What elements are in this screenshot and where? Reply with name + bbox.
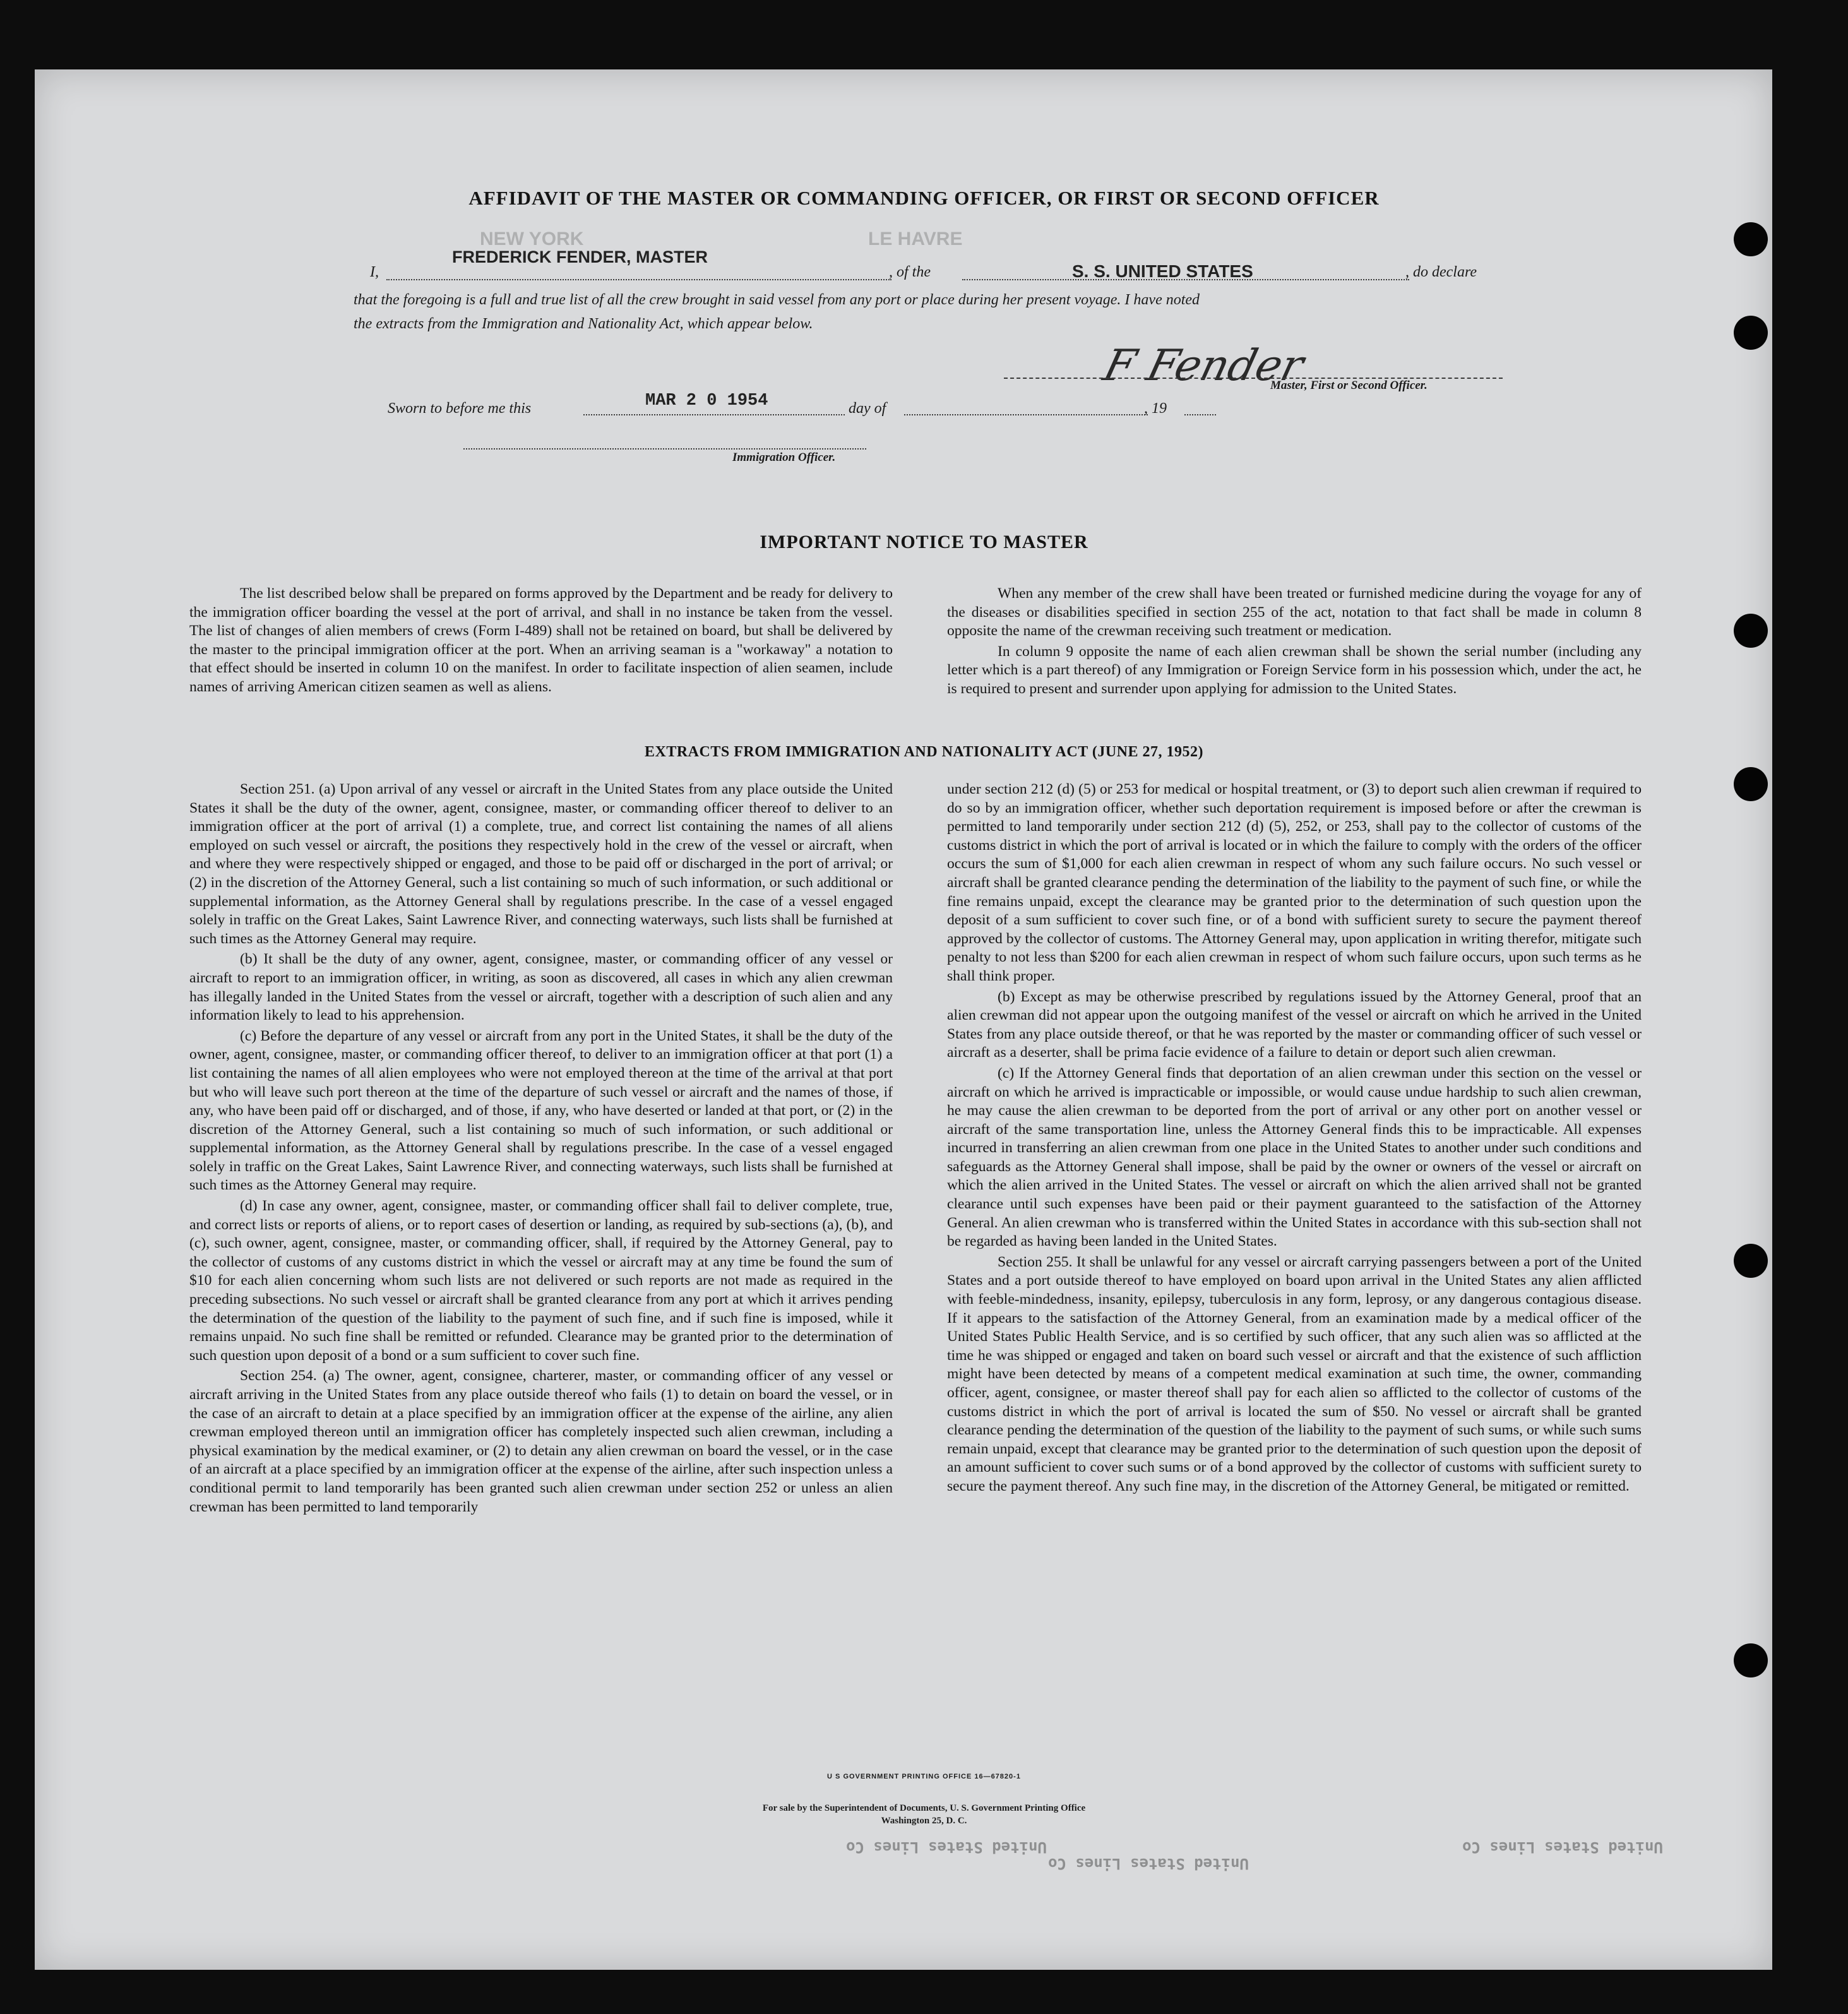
sworn-label: Sworn to before me this — [388, 400, 532, 417]
bleed-through-port-right: LE HAVRE — [868, 229, 963, 249]
notice-left-paragraph: The list described below shall be prepared on forms approved by the Department and be ready for delivery to the immigration officer boarding the vessel at the port of arrival, and shall in no instance be taken from the vessel. The list of changes of alien members of crews (Form I-489) shall not be retained on board, but shall be delivered by the master to the principal immigration officer at the port. When an arriving seaman is a "workaway" a notation to that effect should be inserted in column 10 on the manifest. In order to facilitate inspection of alien seamen, include names of arriving American citizen seamen as well as aliens. — [189, 585, 893, 695]
bleed-through-shipping-line-1: United States Lines Co — [846, 1838, 1047, 1856]
signature-caption: Master, First or Second Officer. — [1270, 379, 1428, 392]
section-254-b: (b) Except as may be otherwise prescribed by regulations issued by the Attorney General, proof that an alien crewman did not appear upon the outgoing manifest of the vessel or aircraft on which he arrived in the United States from any place outside thereof, or that he was reported by the master or commanding officer of such vessel or aircraft as a deserter, shall be prima facie evidence of a failure to detain or deport such alien crewman. — [947, 988, 1642, 1061]
statement-line-1: that the foregoing is a full and true list of all the crew brought in said vessel from any port or place during her present voyage. I have noted — [354, 292, 1200, 308]
punch-hole — [1734, 316, 1768, 350]
sale-line-1: For sale by the Superintendent of Documents, U. S. Government Printing Office — [762, 1803, 1086, 1813]
punch-hole — [1734, 614, 1768, 648]
master-name-value: FREDERICK FENDER, MASTER — [452, 247, 708, 266]
year-label: , 19 — [1144, 400, 1167, 417]
bleed-through-shipping-line-2: United States Lines Co — [1048, 1855, 1249, 1873]
do-declare-label: , do declare — [1405, 264, 1477, 280]
notice-right-paragraph-2: In column 9 opposite the name of each alien crewman shall be shown the serial number (including any letter which is a part thereof) of any Immigration or Foreign Service form in his possession which, under the act, he is required to present and surrender upon applying for admission to the United States. — [947, 643, 1642, 697]
day-of-label: day of — [849, 400, 886, 417]
sworn-year-line — [1184, 414, 1216, 415]
section-255: Section 255. It shall be unlawful for any vessel or aircraft carrying passengers between a port of the United States and a port outside thereof to have employed on board upon arrival in the United States any alien afflicted with feeble-mindedness, insanity, epilepsy, tuberculosis in any form, leprosy, or any dangerous contagious disease. If it appears to the satisfaction of the Attorney General, from an examination made by a medical officer of the United States Public Health Service, and is so certified by such officer, that any such alien was so afflicted at the time he was shipped or engaged and taken on board such vessel or aircraft and that the existence of such affliction might have been detected by means of a competent medical examination at such time, the owner, commanding officer, agent, consignee, or master thereof shall pay for each alien so afflicted to the collector of customs of the customs district in which the port of arrival is located the sum of $50. No vessel or aircraft shall be granted clearance pending the determination of the question of the liability to the payment of such sums, or while such sums remain unpaid, except that clearance may be granted prior to the determination of such question upon the deposit of an amount sufficient to cover such sums or of a bond approved by the collector of customs with sufficient surety to secure the payment thereof. Any such fine may, in the discretion of the Attorney General, be mitigated or remitted. — [947, 1253, 1642, 1494]
signature-line — [1004, 378, 1503, 379]
immigration-officer-line — [463, 448, 866, 450]
immigration-officer-label: Immigration Officer. — [732, 451, 836, 464]
punch-hole — [1734, 1643, 1768, 1677]
section-251-d: (d) In case any owner, agent, consignee, master, or commanding officer shall fail to deliver complete, true, and correct lists or reports of aliens, or to report cases of desertion or landing, as required by sub-sections (a), (b), and (c), such owner, agent, consignee, master, or commanding officer, shall, if required by the Attorney General, pay to the collector of customs of any customs district in which the vessel or aircraft may at any time be found the sum of $10 for each alien concerning whom such lists are not delivered or such reports are not made as required in the preceding subsections. No such vessel or aircraft shall be granted clearance from any port at which it arrives pending the determination of the question of the liability to the payment of such fine, and if such fine is imposed, while it remains unpaid. No such fine shall be remitted or refunded. Clearance may be granted prior to the determination of such question upon deposit of a bond or a sum sufficient to cover such fine. — [189, 1198, 893, 1364]
punch-hole — [1734, 1244, 1768, 1278]
bleed-through-shipping-line-3: United States Lines Co — [1462, 1838, 1663, 1856]
notice-right-paragraph-1: When any member of the crew shall have been treated or furnished medicine during the voyage for any of the diseases or disabilities specified in section 255 of the act, notation to that fact shall be made in column 8 opposite the name of the crewman receiving such treatment or medication. — [947, 585, 1642, 640]
extracts-left-column — [189, 780, 893, 1518]
of-the-label: , of the — [889, 264, 931, 280]
section-254-a: Section 254. (a) The owner, agent, consignee, charterer, master, or commanding officer of any vessel or aircraft arriving in the United States from any place outside thereof who fails (1) to detain on board the vessel, or in the case of an aircraft to detain at a place specified by an immigration officer at the expense of the airline, any alien crewman employed thereon until an immigration officer has completely inspected such alien crewman, including a physical examination by the medical examiner, or (2) to detain any alien crewman on board the vessel, or in the case of an aircraft at a place specified by an immigration officer at the expense of the airline, after such inspection unless a conditional permit to land temporarily has been granted such alien crewman under section 252 or unless an alien crewman has been permitted to land temporarily — [189, 1367, 893, 1515]
name-field-line — [386, 279, 891, 280]
section-254-a-continued: under section 212 (d) (5) or 253 for medical or hospital treatment, or (3) to deport such alien crewman if required to do so by an immigration officer, whether such deportation requirement is imposed before or after the crewman is permitted to land temporarily under section 212 (d) (5), 252, or 253, shall pay to the collector of customs of the customs district in which the port of arrival is located or in which the failure to comply with the orders of the officer occurs the sum of $1,000 for each alien crewman in respect of whom any such failure occurs. No such vessel or aircraft shall be granted clearance pending the determination of the liability to the payment of such fine, or while the fine remains unpaid, except the clearance may be granted prior to the determination of such question upon the deposit of a sum sufficient to cover such fine, or of a bond with sufficient surety to secure the payment thereof approved by the collector of customs. The Attorney General may, upon application in writing therefor, mitigate such penalty to not less than $200 for each alien crewman in respect of whom such failure occurs, upon such terms as he shall think proper. — [947, 781, 1642, 984]
section-251-c: (c) Before the departure of any vessel or aircraft from any port in the United States, it shall be the duty of the owner, agent, consignee, master, or commanding officer thereof, to deliver to an immigration officer at that port (1) a list containing the names of all alien employees who were not employed thereon at the time of the arrival at that port but who will leave such port thereon at the time of the departure of such vessel or aircraft and the names of those, if any, who have been paid off or discharged, and of those, if any, who have deserted or landed at that port, or (2) in the discretion of the Attorney General, such a list containing so much of such information, or such additional or supplemental information, as the Attorney General shall by regulations prescribe. In the case of a vessel engaged solely in traffic on the Great Lakes, Saint Lawrence River, and connecting waterways, such lists shall be furnished at such times as the Attorney General may require. — [189, 1027, 893, 1194]
bleed-through-port-left: NEW YORK — [480, 229, 584, 249]
sworn-day-line — [583, 414, 845, 415]
vessel-name-value: S. S. UNITED STATES — [1072, 261, 1253, 281]
section-251-b: (b) It shall be the duty of any owner, agent, consignee, master, or commanding officer of any vessel or aircraft to report to an immigration officer, in writing, as soon as discovered, all cases in which any alien crewman has illegally landed in the United States from the vessel or aircraft, together with a description of such alien and any information likely to lead to his apprehension. — [189, 951, 893, 1024]
punch-hole — [1734, 222, 1768, 256]
section-254-c: (c) If the Attorney General finds that deportation of an alien crewman under this section on the vessel or aircraft on which he arrived is impracticable or impossible, or would cause undue hardship to such alien crewman, he may cause the alien crewman to be deported from the port of arrival or any other port on another vessel or aircraft of the same transportation line, unless the Attorney General finds this to be impracticable. All expenses incurred in transferring an alien crewman from one place in the United States to another under such conditions and safeguards as the Attorney General shall impose, shall be paid by the owner or owners of the vessel or aircraft on which the alien arrived in the United States. The vessel or aircraft on which the alien arrived shall not be granted clearance until such expenses have been paid or their payment guaranteed to the satisfaction of the Attorney General. An alien crewman who is transferred within the United States in accordance with this sub-section shall not be regarded as having been landed in the United States. — [947, 1064, 1642, 1250]
sworn-date-stamp: MAR 2 0 1954 — [645, 391, 768, 410]
punch-hole — [1734, 767, 1768, 801]
i-label: I, — [370, 264, 379, 280]
printing-office-line: U S GOVERNMENT PRINTING OFFICE 16—67820-1 — [827, 1773, 1021, 1780]
affidavit-title: AFFIDAVIT OF THE MASTER OR COMMANDING OFFICER, OR FIRST OR SECOND OFFICER — [468, 187, 1380, 209]
notice-right-column — [947, 585, 1642, 701]
extracts-title: EXTRACTS FROM IMMIGRATION AND NATIONALITY ACT (JUNE 27, 1952) — [645, 744, 1203, 760]
notice-title: IMPORTANT NOTICE TO MASTER — [760, 532, 1088, 552]
statement-line-2: the extracts from the Immigration and Nationality Act, which appear below. — [354, 316, 813, 332]
section-251-a: Section 251. (a) Upon arrival of any vessel or aircraft in the United States from any place outside the United States it shall be the duty of the owner, agent, consignee, master, or commanding officer thereof to deliver to an immigration officer at the port of arrival (1) a complete, true, and correct list containing the names of all aliens employed on such vessel or aircraft, the positions they respectively hold in the crew of the vessel or aircraft, when and where they were respectively shipped or engaged, and those to be paid off or discharged in the port of arrival; or (2) in the discretion of the Attorney General, such a list containing so much of such information, or such additional or supplemental information, as the Attorney General shall by regulations prescribe. In the case of a vessel engaged solely in traffic on the Great Lakes, Saint Lawrence River, and connecting waterways, such lists shall be furnished at such times as the Attorney General may require. — [189, 781, 893, 947]
notice-left-column — [189, 585, 893, 699]
sworn-month-line — [904, 414, 1148, 415]
master-signature: F Fender — [1099, 341, 1309, 391]
extracts-right-column — [947, 780, 1642, 1498]
sale-line-2: Washington 25, D. C. — [881, 1816, 967, 1826]
